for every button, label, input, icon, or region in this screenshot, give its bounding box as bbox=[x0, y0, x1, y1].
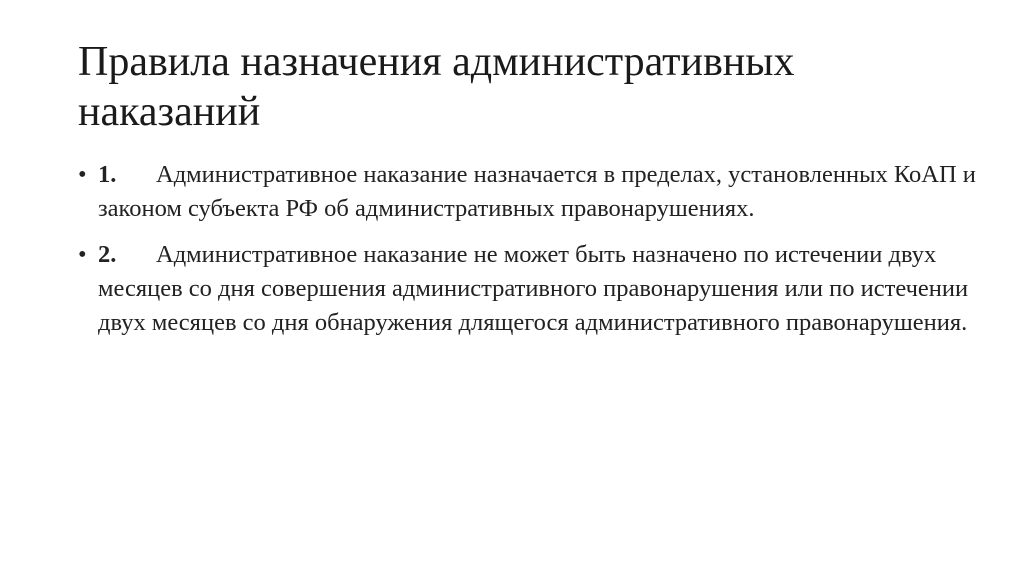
bullet-icon: • bbox=[78, 241, 87, 268]
item-text: Административное наказание не может быть назначено по истечении двух месяцев со дня совершения административного правонарушения или по истечении двух месяцев со дня обнаружения длящегося административного правонарушения. bbox=[98, 241, 969, 336]
bullet-item-1 bbox=[78, 158, 978, 226]
slide-title: Правила назначения административных наказаний bbox=[78, 39, 795, 135]
item-number: 2. bbox=[98, 241, 117, 268]
bullet-item-2 bbox=[78, 238, 978, 340]
item-text: Административное наказание назначается в пределах, установленных КоАП и законом субъекта РФ об административных правонарушениях. bbox=[98, 161, 976, 222]
item-number: 1. bbox=[98, 161, 117, 188]
bullet-list bbox=[78, 158, 978, 352]
bullet-icon: • bbox=[78, 161, 87, 188]
